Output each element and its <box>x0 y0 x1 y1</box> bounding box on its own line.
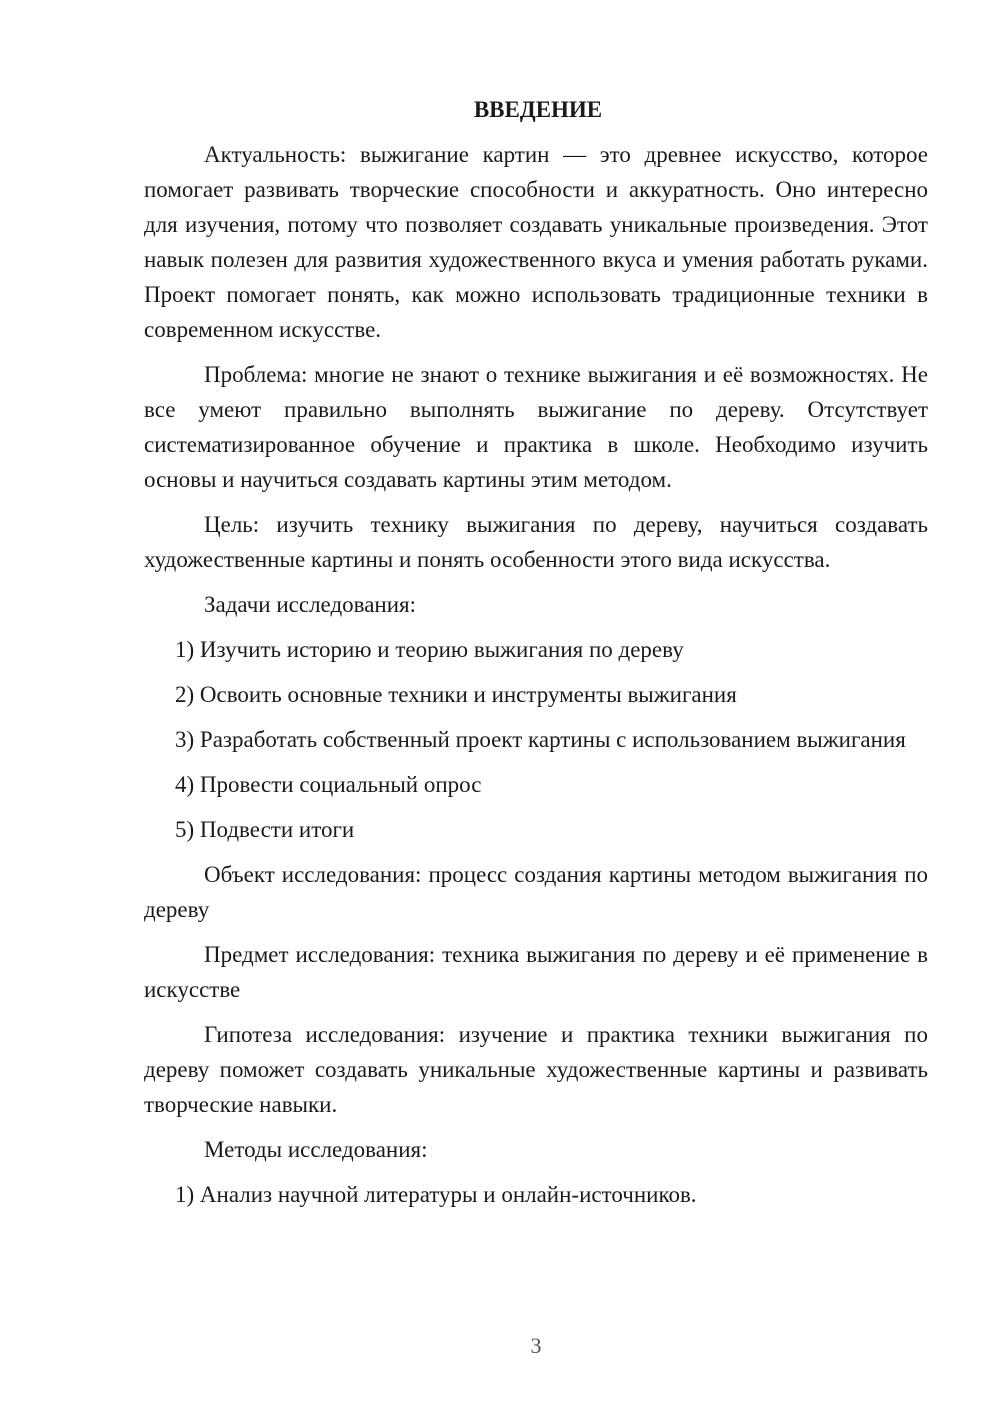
relevance-paragraph: Актуальность: выжигание картин — это древнее искусство, которое помогает развивать творческие способности и аккуратность. Оно интересно для изучения, потому что позволяет создавать уникальные произведения. Этот навык полезен для развития художественного вкуса и умения работать руками. Проект помогает понять, как можно использовать традиционные техники в современном искусстве. <box>144 142 928 342</box>
task-item-3: 3) Разработать собственный проект картины с использованием выжигания <box>175 727 906 752</box>
methods-title: Методы исследования: <box>204 1137 428 1162</box>
problem-paragraph: Проблема: многие не знают о технике выжигания и её возможностях. Не все умеют правильно выполнять выжигание по дереву. Отсутствует систематизированное обучение и практика в школе. Необходимо изучить основы и научиться создавать картины этим методом. <box>144 362 928 492</box>
section-heading: ВВЕДЕНИЕ <box>473 97 603 122</box>
task-item-1: 1) Изучить историю и теорию выжигания по дереву <box>175 637 684 662</box>
hypothesis-paragraph: Гипотеза исследования: изучение и практика техники выжигания по дереву поможет создавать уникальные художественные картины и развивать творческие навыки. <box>144 1022 928 1117</box>
object-paragraph: Объект исследования: процесс создания картины методом выжигания по дереву <box>144 862 928 922</box>
task-item-4: 4) Провести социальный опрос <box>175 772 482 797</box>
page-number: 3 <box>530 1333 542 1358</box>
subject-paragraph: Предмет исследования: техника выжигания по дереву и её применение в искусстве <box>144 942 928 1002</box>
method-item-1: 1) Анализ научной литературы и онлайн-источников. <box>175 1182 697 1207</box>
tasks-title: Задачи исследования: <box>204 592 417 617</box>
document-body <box>144 92 928 1222</box>
task-item-5: 5) Подвести итоги <box>175 817 355 842</box>
goal-paragraph: Цель: изучить технику выжигания по дереву, научиться создавать художественные картины и понять особенности этого вида искусства. <box>144 512 928 572</box>
task-item-2: 2) Освоить основные техники и инструменты выжигания <box>175 682 737 707</box>
